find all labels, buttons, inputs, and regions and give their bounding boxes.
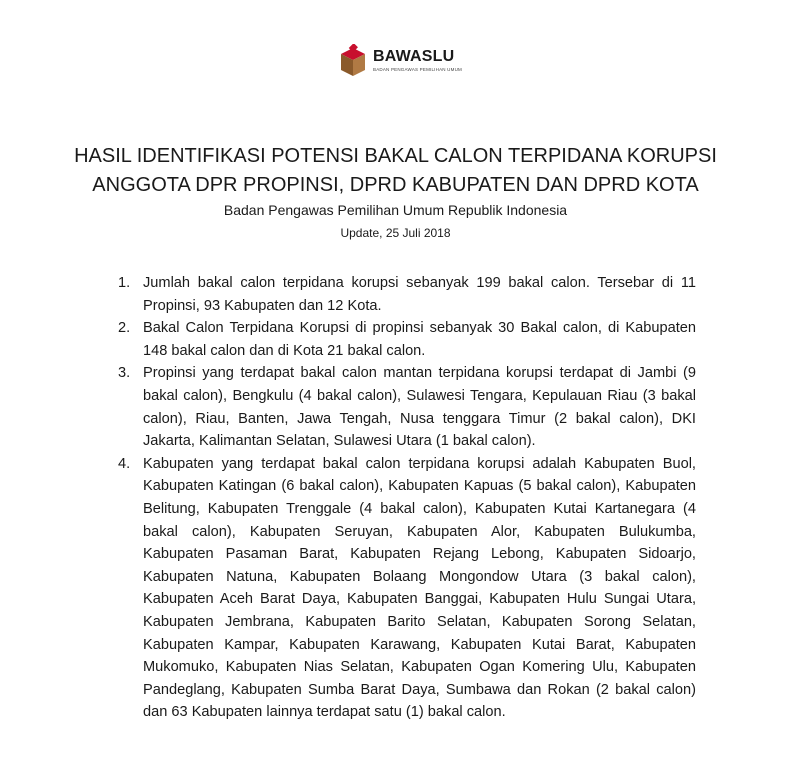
document-subtitle: Badan Pengawas Pemilihan Umum Republik Indonesia	[223, 202, 568, 218]
list-item	[118, 317, 696, 362]
list-item	[118, 453, 696, 724]
list-item-text: Jumlah bakal calon terpidana korupsi sebanyak 199 bakal calon. Tersebar di 11 Propinsi, 93 Kabupaten dan 12 Kota.	[143, 275, 696, 314]
findings-list	[118, 272, 696, 724]
list-item	[118, 362, 696, 452]
bawaslu-logo	[337, 44, 462, 78]
logo-name: BAWASLU	[373, 48, 455, 66]
document-title-line2: ANGGOTA DPR PROPINSI, DPRD KABUPATEN DAN DPRD KOTA	[92, 174, 699, 196]
list-item-number: 4.	[118, 455, 131, 472]
ballot-box-icon	[337, 44, 369, 78]
list-item-number: 3.	[118, 365, 131, 382]
list-item-number: 1.	[118, 275, 131, 291]
list-item-number: 2.	[118, 320, 131, 337]
update-date: Update, 25 Juli 2018	[340, 226, 451, 240]
document-title-line1: HASIL IDENTIFIKASI POTENSI BAKAL CALON TERPIDANA KORUPSI	[74, 145, 717, 167]
list-item	[118, 272, 696, 317]
list-item-text: Propinsi yang terdapat bakal calon mantan terpidana korupsi terdapat di Jambi (9 bakal calon), Bengkulu (4 bakal calon), Sulawesi Tengara, Kepulauan Riau (3 bakal calon), Riau, Banten, Jawa Tengah, Nusa tenggara Timur (2 bakal calon), DKI Jakarta, Kalimantan Selatan, Sulawesi Utara (1 bakal calon).	[143, 365, 696, 450]
list-item-text: Bakal Calon Terpidana Korupsi di propinsi sebanyak 30 Bakal calon, di Kabupaten 148 bakal calon dan di Kota 21 bakal calon.	[143, 320, 696, 359]
list-item-text: Kabupaten yang terdapat bakal calon terpidana korupsi adalah Kabupaten Buol, Kabupaten Katingan (6 bakal calon), Kabupaten Kapuas (5 bakal calon), Kabupaten Belitung, Kabupaten Trenggale (4 bakal calon), Kabupaten Kutai Kartanegara (4 bakal calon), Kabupaten Seruyan, Kabupaten Alor, Kabupaten Bulukumba, Kabupaten Pasaman Barat, Kabupaten Rejang Lebong, Kabupaten Sidoarjo, Kabupaten Natuna, Kabupaten Bolaang Mongondow Utara (3 bakal calon), Kabupaten Aceh Barat Daya, Kabupaten Banggai, Kabupaten Hulu Sungai Utara, Kabupaten Jembrana, Kabupaten Barito Selatan, Kabupaten Sorong Selatan, Kabupaten Kampar, Kabupaten Karawang, Kabupaten Kutai Barat, Kabupaten Mukomuko, Kabupaten Nias Selatan, Kabupaten Ogan Komering Ulu, Kabupaten Pandeglang, Kabupaten Sumba Barat Daya, Sumbawa dan Rokan (2 bakal calon) dan 63 Kabupaten lainnya terdapat satu (1) bakal calon.	[143, 455, 696, 721]
logo-tagline: BADAN PENGAWAS PEMILIHAN UMUM	[373, 67, 462, 73]
